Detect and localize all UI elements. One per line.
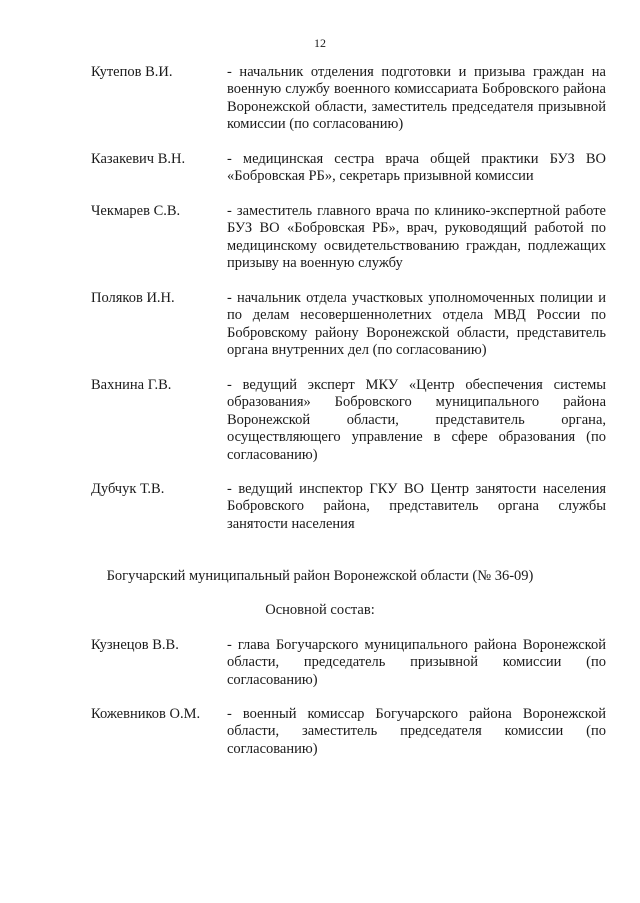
member-name: Казакевич В.Н.	[91, 151, 186, 167]
commission-member-entry	[91, 481, 606, 533]
commission-member-entry	[91, 706, 606, 758]
commission-member-entry	[91, 203, 606, 273]
member-name: Чекмарев С.В.	[91, 203, 181, 219]
member-role: - начальник отделения подготовки и призыва граждан на военную службу военного комиссариата Бобровского района Воронежской области, заместитель председателя призывной комиссии (по согласованию)	[227, 64, 606, 133]
member-name: Поляков И.Н.	[91, 290, 175, 306]
commission-member-entry	[91, 637, 606, 689]
commission-member-entry	[91, 377, 606, 464]
member-role: - ведущий инспектор ГКУ ВО Центр занятости населения Бобровского района, представитель органа службы занятости населения	[227, 481, 606, 532]
member-name: Кутепов В.И.	[91, 64, 173, 80]
district-section-title: Богучарский муниципальный район Воронежской области (№ 36-09)	[106, 568, 534, 584]
member-role: - глава Богучарского муниципального района Воронежской области, председатель призывной комиссии (по согласованию)	[227, 637, 606, 688]
member-name: Вахнина Г.В.	[91, 377, 172, 393]
member-role: - медицинская сестра врача общей практики БУЗ ВО «Бобровская РБ», секретарь призывной комиссии	[227, 151, 606, 185]
commission-member-entry	[91, 151, 606, 186]
member-name: Дубчук Т.В.	[91, 481, 165, 497]
commission-member-entry	[91, 64, 606, 134]
page-number: 12	[314, 36, 326, 50]
member-role: - заместитель главного врача по клинико-экспертной работе БУЗ ВО «Бобровская РБ», врач, руководящий работой по медицинскому освидетельствованию граждан, подлежащих призыву на военную службу	[227, 203, 606, 272]
member-name: Кузнецов В.В.	[91, 637, 179, 653]
member-role: - военный комиссар Богучарского района Воронежской области, заместитель председателя комиссии (по согласованию)	[227, 706, 606, 757]
composition-subtitle: Основной состав:	[265, 602, 375, 618]
member-role: - начальник отдела участковых уполномоченных полиции и по делам несовершеннолетних отдела МВД России по Бобровскому району Воронежской области, представитель органа внутренних дел (по согласованию)	[227, 290, 606, 359]
member-name: Кожевников О.М.	[91, 706, 201, 722]
commission-member-entry	[91, 290, 606, 360]
member-role: - ведущий эксперт МКУ «Центр обеспечения системы образования» Бобровского муниципального района Воронежской области, представитель органа, осуществляющего управление в сфере образования (по согласованию)	[227, 377, 606, 463]
